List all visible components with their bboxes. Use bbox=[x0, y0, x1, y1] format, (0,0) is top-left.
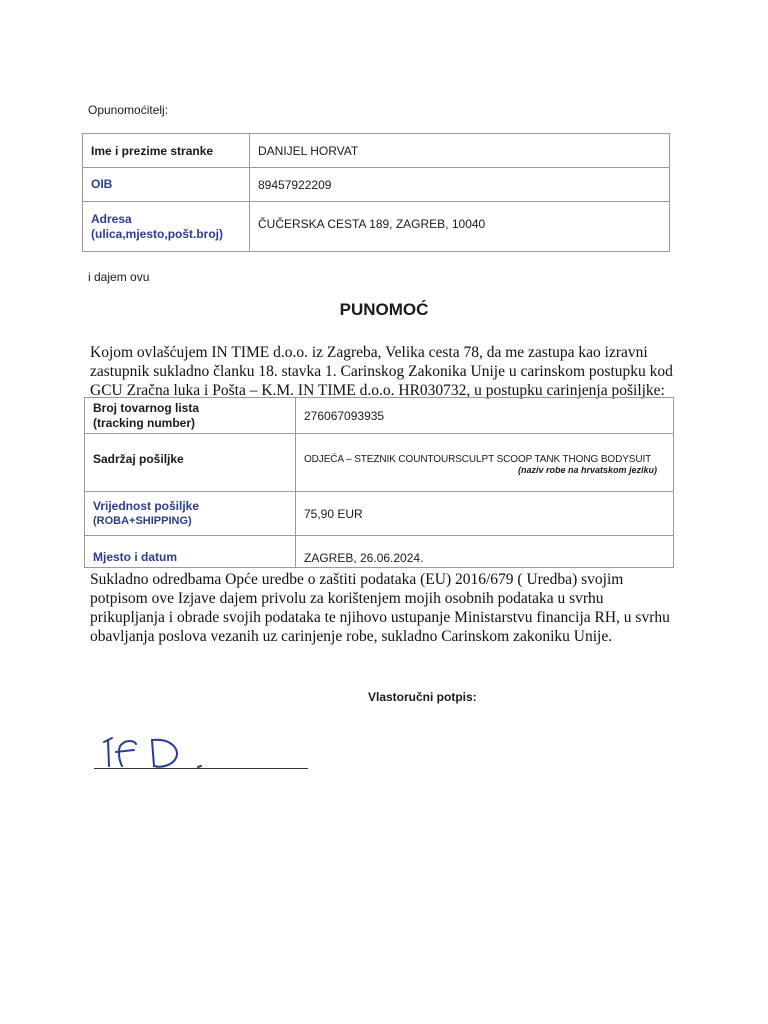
tracking-label bbox=[85, 398, 296, 434]
tracking-label-line1: Broj tovarnog lista bbox=[93, 400, 200, 415]
tracking-value: 276067093935 bbox=[296, 398, 674, 434]
oib-label: OIB bbox=[83, 168, 250, 202]
tracking-row bbox=[85, 398, 674, 434]
address-value: ČUČERSKA CESTA 189, ZAGREB, 10040 bbox=[250, 202, 670, 252]
value-label-line1: Vrijednost pošiljke bbox=[93, 498, 200, 513]
contents-cell bbox=[296, 434, 674, 492]
contents-label: Sadržaj pošiljke bbox=[85, 434, 296, 492]
handwritten-signature bbox=[94, 732, 224, 772]
name-value: DANIJEL HORVAT bbox=[250, 134, 670, 168]
authorization-line: zastupnik sukladno članku 18. stavka 1. Carinskog Zakonika Unije u carinskom postupku kod bbox=[90, 363, 673, 380]
contents-value: ODJEĆA – STEZNIK COUNTOURSCULPT SCOOP TANK THONG BODYSUIT bbox=[304, 454, 652, 465]
value-row bbox=[85, 492, 674, 536]
value-label-line2: (ROBA+SHIPPING) bbox=[93, 514, 192, 527]
address-label-line2: (ulica,mjesto,pošt.broj) bbox=[91, 226, 224, 241]
consent-line: obavljanja poslova vezanih uz carinjenje robe, sukladno Carinskom zakoniku Unije. bbox=[90, 628, 613, 645]
grantor-table bbox=[82, 133, 670, 252]
place-date-value: ZAGREB, 26.06.2024. bbox=[296, 536, 674, 568]
shipment-table bbox=[84, 397, 674, 568]
name-label: Ime i prezime stranke bbox=[83, 134, 250, 168]
document-title: PUNOMOĆ bbox=[339, 300, 429, 319]
consent-line: prikupljanja i obrade svojih podataka te njihovo ustupanje Ministarstvu financija RH, u svrhu bbox=[90, 609, 670, 626]
grantor-address-row bbox=[83, 202, 670, 252]
signature-line bbox=[94, 768, 308, 769]
consent-paragraph bbox=[90, 570, 670, 646]
signature-label: Vlastoručni potpis: bbox=[368, 690, 477, 704]
address-label bbox=[83, 202, 250, 252]
intro-text: i dajem ovu bbox=[88, 270, 150, 284]
grantor-name-row bbox=[83, 134, 670, 168]
grantor-heading: Opunomoćitelj: bbox=[88, 103, 169, 117]
authorization-line: GCU Zračna luka i Pošta – K.M. IN TIME d.o.o. HR030732, u postupku carinjenja pošiljke: bbox=[90, 382, 665, 399]
value-label bbox=[85, 492, 296, 536]
contents-row bbox=[85, 434, 674, 492]
authorization-paragraph bbox=[90, 343, 673, 400]
oib-value: 89457922209 bbox=[250, 168, 670, 202]
authorization-line: Kojom ovlašćujem IN TIME d.o.o. iz Zagreba, Velika cesta 78, da me zastupa kao izravni bbox=[90, 344, 648, 361]
place-date-label: Mjesto i datum bbox=[85, 536, 296, 568]
consent-line: potpisom ove Izjave dajem privolu za korištenjem mojih osobnih podataka u svrhu bbox=[90, 590, 604, 607]
contents-note: (naziv robe na hrvatskom jeziku) bbox=[517, 465, 657, 475]
tracking-label-line2: (tracking number) bbox=[93, 415, 196, 430]
address-label-line1: Adresa bbox=[91, 211, 132, 226]
consent-line: Sukladno odredbama Opće uredbe o zaštiti podataka (EU) 2016/679 ( Uredba) svojim bbox=[90, 571, 624, 588]
grantor-oib-row bbox=[83, 168, 670, 202]
value-amount: 75,90 EUR bbox=[296, 492, 674, 536]
place-date-row bbox=[85, 536, 674, 568]
